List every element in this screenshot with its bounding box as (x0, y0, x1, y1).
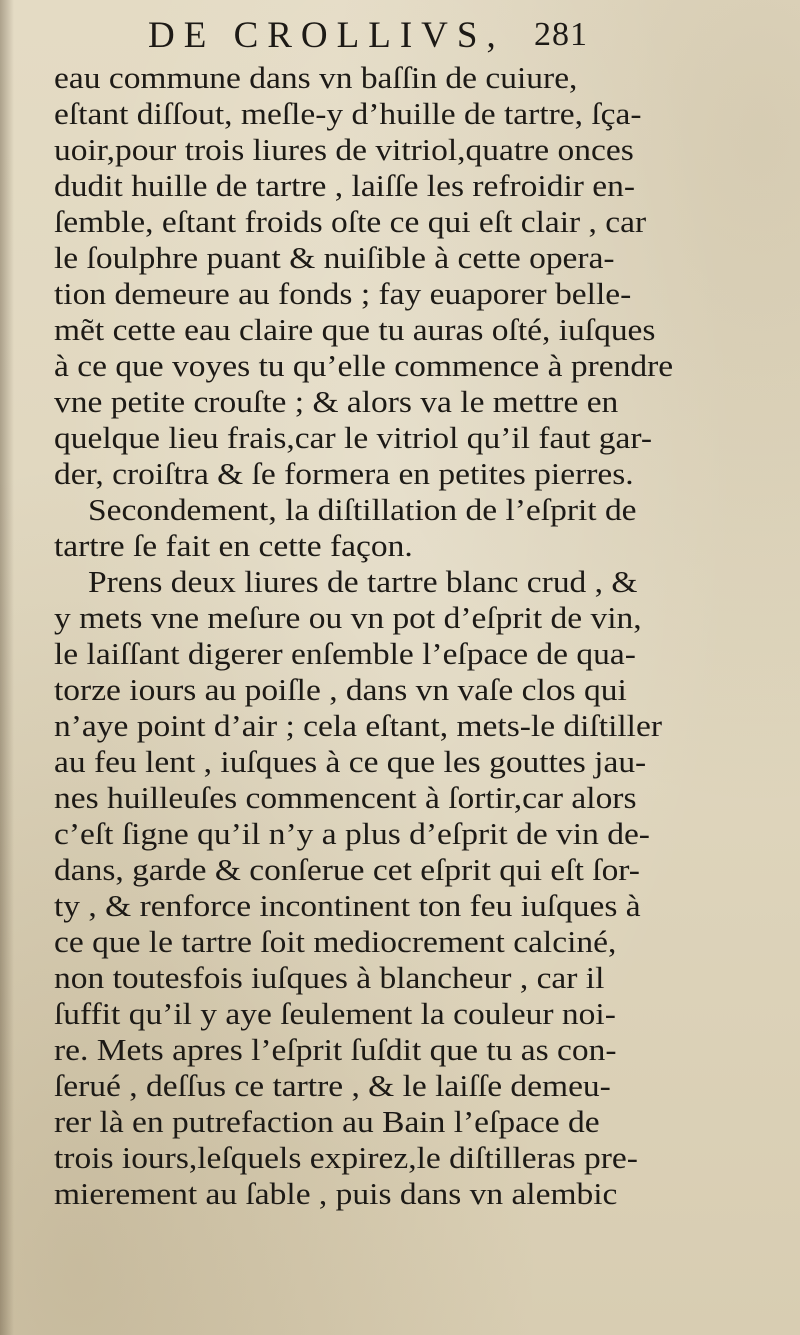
text-line: y mets vne meſure ou vn pot d’eſprit de vin, (54, 600, 642, 635)
text-line: eau commune dans vn baſſin de cuiure, (54, 60, 578, 95)
text-line: quelque lieu frais,car le vitriol qu’il faut gar- (54, 420, 653, 455)
text-line: au feu lent , iuſques à ce que les gouttes jau- (54, 744, 647, 779)
text-line: tion demeure au fonds ; fay euaporer belle- (54, 276, 632, 311)
text-line: ſerué , deſſus ce tartre , & le laiſſe demeu- (54, 1068, 611, 1103)
text-line: Prens deux liures de tartre blanc crud , & (88, 564, 638, 599)
text-line: non toutesfois iuſques à blancheur , car il (54, 960, 605, 995)
text-line: mierement au ſable , puis dans vn alembic (54, 1176, 618, 1211)
text-line: uoir,pour trois liures de vitriol,quatre onces (54, 132, 634, 167)
text-line: eſtant diſſout, meſle-y d’huille de tartre, ſça- (54, 96, 642, 131)
text-line: torze iours au poiſle , dans vn vaſe clos qui (54, 672, 627, 707)
page-number: 281 (534, 16, 588, 53)
text-line: le laiſſant digerer enſemble l’eſpace de qua- (54, 636, 636, 671)
text-line: nes huilleuſes commencent à ſortir,car alors (54, 780, 637, 815)
text-line: der, croiſtra & ſe formera en petites pierres. (54, 456, 634, 491)
text-line: c’eſt ſigne qu’il n’y a plus d’eſprit de vin de- (54, 816, 650, 851)
text-line: vne petite crouſte ; & alors va le mettre en (54, 384, 619, 419)
text-line: ty , & renforce incontinent ton feu iuſques à (54, 888, 641, 923)
text-line: Secondement, la diſtillation de l’eſprit de (88, 492, 637, 527)
text-line: dans, garde & conſerue cet eſprit qui eſt ſor- (54, 852, 640, 887)
text-line: ſemble, eſtant froids oſte ce qui eſt clair , car (54, 204, 647, 239)
text-line: ce que le tartre ſoit mediocrement calciné, (54, 924, 617, 959)
running-head: DE CROLLIVS, (148, 15, 505, 56)
text-line: à ce que voyes tu qu’elle commence à prendre (54, 348, 674, 383)
text-line: dudit huille de tartre , laiſſe les refroidir en- (54, 168, 636, 203)
text-line: rer là en putrefaction au Bain l’eſpace de (54, 1104, 600, 1139)
text-line: tartre ſe fait en cette façon. (54, 528, 413, 563)
text-line: ſuffit qu’il y aye ſeulement la couleur noi- (54, 996, 616, 1031)
text-line: n’aye point d’air ; cela eſtant, mets-le diſtiller (54, 708, 662, 743)
text-line: trois iours,leſquels expirez,le diſtilleras pre- (54, 1140, 638, 1175)
text-line: re. Mets apres l’eſprit ſuſdit que tu as con- (54, 1032, 617, 1067)
text-line: mẽt cette eau claire que tu auras oſté, iuſques (54, 312, 656, 347)
text-line: le ſoulphre puant & nuiſible à cette opera- (54, 240, 615, 275)
